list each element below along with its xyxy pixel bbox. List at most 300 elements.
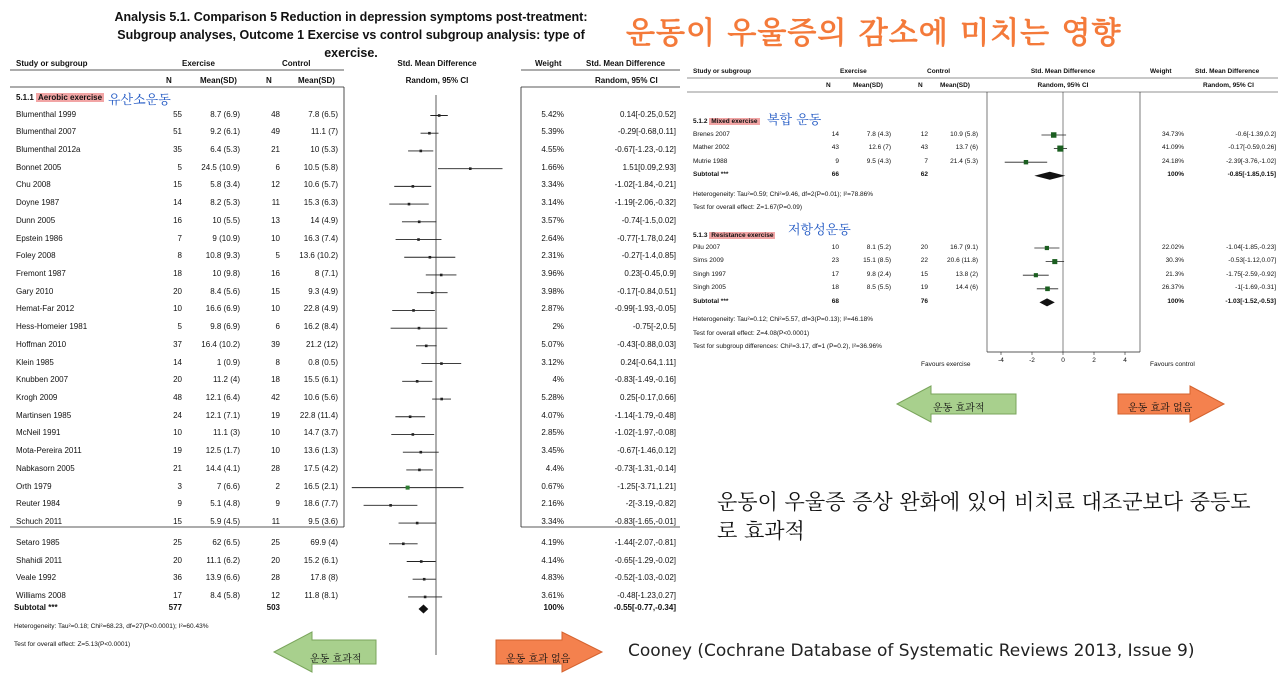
subtotal-n-control: 62 <box>920 171 928 179</box>
n-control: 12 <box>920 130 928 138</box>
smd-ci-text: -2[-3.19,-0.82] <box>625 499 676 509</box>
point-estimate <box>412 433 415 436</box>
n-control: 19 <box>271 410 280 420</box>
n-exercise: 9 <box>177 499 182 509</box>
point-estimate <box>1024 160 1028 164</box>
subtotal-ci-text: -0.55[-0.77,-0.34] <box>613 603 676 612</box>
mean-sd-exercise: 11.1 (3) <box>213 428 240 438</box>
point-estimate <box>440 362 443 365</box>
smd-ci-text: -0.48[-1.23,0.27] <box>617 590 676 600</box>
x-tick-label: 2 <box>1092 357 1096 364</box>
subgroup-name-highlight: Aerobic exercise <box>38 93 103 102</box>
study-name: Blumenthal 1999 <box>16 109 77 119</box>
point-estimate <box>1034 273 1038 277</box>
subtotal-diamond <box>1034 172 1065 180</box>
subtotal-diamond <box>1039 298 1054 306</box>
n-control: 10 <box>271 233 280 243</box>
mean-sd-control: 14 (4.9) <box>310 215 338 225</box>
point-estimate <box>419 451 422 454</box>
n-control: 25 <box>271 537 280 547</box>
n-control: 10 <box>271 446 280 456</box>
subtotal-ci-text: -1.03[-1.52,-0.53] <box>1225 297 1276 305</box>
n-control: 6 <box>275 322 280 332</box>
n-exercise: 51 <box>173 127 182 137</box>
r-header-meansd-ex: Mean(SD) <box>853 82 883 89</box>
subgroup-difference-test: Test for subgroup differences: Chi²=3.17, df=1 (P=0.2), I²=36.96% <box>693 343 882 350</box>
n-control: 13 <box>271 215 280 225</box>
n-exercise: 10 <box>831 243 839 251</box>
point-estimate <box>425 345 428 348</box>
study-name: Singh 1997 <box>693 270 726 278</box>
mean-sd-exercise: 12.1 (6.4) <box>205 393 240 403</box>
header-smd-ci: Std. Mean Difference <box>586 59 666 68</box>
right-marks <box>1005 132 1067 306</box>
mean-sd-control: 16.3 (7.4) <box>303 233 338 243</box>
mean-sd-control: 22.8 (4.9) <box>303 304 338 314</box>
weight: 5.42% <box>541 109 564 119</box>
mean-sd-control: 16.5 (2.1) <box>303 481 338 491</box>
mean-sd-exercise: 5.9 (4.5) <box>210 517 240 527</box>
smd-ci-text: -1.75[-2.59,-0.92] <box>1226 270 1276 278</box>
subtotal-label: Subtotal *** <box>693 171 729 179</box>
point-estimate <box>1051 132 1056 137</box>
point-estimate <box>418 221 421 224</box>
mean-sd-control: 14.4 (6) <box>955 284 978 292</box>
n-exercise: 10 <box>173 304 182 314</box>
n-control: 43 <box>920 144 928 152</box>
point-estimate <box>1052 259 1057 264</box>
subtotal-n-exercise: 66 <box>831 171 839 179</box>
point-estimate <box>428 132 431 135</box>
n-control: 28 <box>271 573 280 583</box>
n-exercise: 20 <box>173 375 182 385</box>
mean-sd-control: 18.6 (7.7) <box>303 499 338 509</box>
x-tick-label: 0 <box>1061 357 1065 364</box>
point-estimate <box>402 542 405 545</box>
study-name: Fremont 1987 <box>16 268 66 278</box>
mean-sd-exercise: 7 (6.6) <box>216 481 240 491</box>
mean-sd-exercise: 62 (6.5) <box>212 537 240 547</box>
smd-ci-text: 0.24[-0.64,1.11] <box>620 357 676 367</box>
header-study: Study or subgroup <box>16 59 88 68</box>
weight: 4.83% <box>541 573 564 583</box>
study-name: Gary 2010 <box>16 286 54 296</box>
mean-sd-control: 10.6 (5.7) <box>303 180 338 190</box>
r-header-control: Control <box>927 68 951 75</box>
n-control: 2 <box>275 481 280 491</box>
smd-ci-text: -0.6[-1.39,0.2] <box>1235 130 1276 138</box>
weight: 2.16% <box>541 499 564 509</box>
point-estimate <box>408 203 411 206</box>
mean-sd-control: 10.6 (5.6) <box>303 393 338 403</box>
mean-sd-control: 13.7 (6) <box>955 144 978 152</box>
weight: 5.07% <box>541 339 564 349</box>
weight: 2.85% <box>541 428 564 438</box>
favours-control-label: Favours control <box>1150 361 1195 368</box>
mean-sd-control: 10.9 (5.8) <box>950 130 978 138</box>
smd-ci-text: 1.51[0.09,2.93] <box>622 162 676 172</box>
point-estimate <box>416 380 419 383</box>
right-panel-right-arrow-label: 운동 효과 없음 <box>1128 403 1193 414</box>
n-exercise: 37 <box>173 339 182 349</box>
smd-ci-text: -0.75[-2,0.5] <box>632 322 676 332</box>
weight: 5.28% <box>541 393 564 403</box>
mean-sd-exercise: 8.4 (5.6) <box>210 286 240 296</box>
mixed-overall-effect: Test for overall effect: Z=1.67(P=0.09) <box>693 204 802 211</box>
n-exercise: 7 <box>177 233 182 243</box>
n-exercise: 25 <box>173 537 182 547</box>
subgroup-name-highlight: Resistance exercise <box>711 232 774 239</box>
n-exercise: 36 <box>173 573 182 583</box>
point-estimate <box>1045 286 1050 291</box>
mixed-heterogeneity: Heterogeneity: Tau²=0.59; Chi²=9.46, df=2(P=0.01); I²=78.86% <box>693 191 874 198</box>
mean-sd-control: 17.8 (8) <box>310 573 338 583</box>
n-exercise: 14 <box>173 357 182 367</box>
title-line-2: Subgroup analyses, Outcome 1 Exercise vs control subgroup analysis: type of exercise. <box>117 28 585 60</box>
mean-sd-control: 21.4 (5.3) <box>950 157 978 165</box>
smd-ci-text: -0.67[-1.46,0.12] <box>617 446 676 456</box>
n-control: 10 <box>271 428 280 438</box>
weight: 41.09% <box>1161 144 1184 152</box>
n-exercise: 15 <box>173 180 182 190</box>
mean-sd-control: 13.6 (10.2) <box>299 251 338 261</box>
x-tick-label: 4 <box>1123 357 1127 364</box>
point-estimate <box>406 486 410 490</box>
weight: 21.3% <box>1165 270 1184 278</box>
mean-sd-control: 22.8 (11.4) <box>299 410 338 420</box>
n-exercise: 16 <box>173 215 182 225</box>
mean-sd-control: 7.8 (6.5) <box>308 109 338 119</box>
point-estimate <box>431 291 434 294</box>
weight: 2.64% <box>541 233 564 243</box>
header-n-exercise: N <box>166 76 172 85</box>
weight: 2.87% <box>541 304 564 314</box>
study-name: Doyne 1987 <box>16 198 60 208</box>
smd-ci-text: -1.02[-1.84,-0.21] <box>614 180 676 190</box>
point-estimate <box>419 150 422 153</box>
point-estimate <box>440 398 443 401</box>
n-exercise: 20 <box>173 286 182 296</box>
n-exercise: 35 <box>173 144 182 154</box>
n-control: 28 <box>271 463 280 473</box>
point-estimate <box>418 327 421 330</box>
weight: 2% <box>552 322 564 332</box>
n-control: 9 <box>275 499 280 509</box>
n-exercise: 10 <box>173 428 182 438</box>
smd-ci-text: -0.67[-1.23,-0.12] <box>614 144 676 154</box>
point-estimate <box>409 415 412 418</box>
mean-sd-control: 20.6 (11.8) <box>947 257 978 265</box>
n-exercise: 20 <box>173 555 182 565</box>
right-x-ticks <box>1001 352 1125 355</box>
weight: 1.66% <box>541 162 564 172</box>
right-panel-left-arrow-label: 운동 효과적 <box>933 403 985 414</box>
smd-ci-text: -1[-1.69,-0.31] <box>1235 284 1276 292</box>
study-name: Knubben 2007 <box>16 375 69 385</box>
mean-sd-exercise: 8.1 (5.2) <box>866 243 891 251</box>
study-name: McNeil 1991 <box>16 428 61 438</box>
n-control: 20 <box>920 243 928 251</box>
study-name: Hess-Homeier 1981 <box>16 322 88 332</box>
mean-sd-exercise: 11.2 (4) <box>213 375 240 385</box>
left-arrow-label: 운동 효과적 <box>310 654 362 665</box>
korean-title: 운동이 우울증의 감소에 미치는 영향 <box>626 16 1122 51</box>
n-exercise: 48 <box>173 393 182 403</box>
n-control: 5 <box>275 251 280 261</box>
study-name: Blumenthal 2012a <box>16 144 81 154</box>
study-name: Orth 1979 <box>16 481 52 491</box>
r-header-weight: Weight <box>1150 68 1172 75</box>
mean-sd-exercise: 12.5 (1.7) <box>205 446 240 456</box>
mean-sd-exercise: 9.8 (2.4) <box>866 270 891 278</box>
mean-sd-control: 15.3 (6.3) <box>303 198 338 208</box>
weight: 30.3% <box>1165 257 1184 265</box>
point-estimate <box>420 560 423 563</box>
study-name: Blumenthal 2007 <box>16 127 77 137</box>
point-estimate <box>423 578 426 581</box>
r-header-smd: Std. Mean Difference <box>1030 68 1096 75</box>
weight: 4.55% <box>541 144 564 154</box>
korean-label-mixed: 복합 운동 <box>767 113 822 128</box>
weight: 34.73% <box>1161 130 1184 138</box>
n-exercise: 9 <box>835 157 839 165</box>
mean-sd-control: 13.8 (2) <box>955 270 978 278</box>
n-control: 21 <box>271 144 280 154</box>
n-control: 11 <box>271 517 280 527</box>
mean-sd-exercise: 8.7 (6.9) <box>210 109 240 119</box>
weight: 24.18% <box>1161 157 1184 165</box>
korean-label-aerobic: 유산소운동 <box>108 93 171 108</box>
smd-ci-text: -0.65[-1.29,-0.02] <box>614 555 676 565</box>
weight: 3.34% <box>541 180 564 190</box>
weight: 3.98% <box>541 286 564 296</box>
mean-sd-control: 14.7 (3.7) <box>303 428 338 438</box>
mean-sd-exercise: 9 (10.9) <box>212 233 240 243</box>
study-name: Mota-Pereira 2011 <box>16 446 82 456</box>
smd-ci-text: -0.99[-1.93,-0.05] <box>614 304 676 314</box>
study-name: Krogh 2009 <box>16 393 58 403</box>
right-arrow-label: 운동 효과 없음 <box>506 654 571 665</box>
study-name: Dunn 2005 <box>16 215 56 225</box>
header-meansd-exercise: Mean(SD) <box>200 76 237 85</box>
subtotal-ci-text: -0.85[-1.85,0.15] <box>1227 171 1276 179</box>
n-exercise: 23 <box>831 257 839 265</box>
point-estimate <box>440 274 443 277</box>
study-name: Shahidi 2011 <box>16 555 63 565</box>
n-exercise: 17 <box>831 270 839 278</box>
mean-sd-control: 15.5 (6.1) <box>303 375 338 385</box>
n-exercise: 55 <box>173 109 182 119</box>
subtotal-n-control: 503 <box>266 603 280 612</box>
mean-sd-exercise: 13.9 (6.6) <box>205 573 240 583</box>
left-heterogeneity: Heterogeneity: Tau²=0.18; Chi²=68.23, df=27(P<0.0001); I²=60.43% <box>14 623 209 630</box>
point-estimate <box>418 469 421 472</box>
study-name: Epstein 1986 <box>16 233 63 243</box>
study-name: Hemat-Far 2012 <box>16 304 75 314</box>
study-name: Bonnet 2005 <box>16 162 62 172</box>
weight: 3.96% <box>541 268 564 278</box>
mean-sd-exercise: 11.1 (6.2) <box>206 555 240 565</box>
resistance-overall-effect: Test for overall effect: Z=4.08(P<0.0001) <box>693 330 810 337</box>
r-header-smd-ci: Std. Mean Difference <box>1195 68 1260 75</box>
point-estimate <box>389 504 392 507</box>
header-random-ci: Random, 95% CI <box>595 76 658 85</box>
korean-label-resistance: 저항성운동 <box>788 223 851 238</box>
mean-sd-control: 8 (7.1) <box>314 268 338 278</box>
n-exercise: 5 <box>177 162 182 172</box>
smd-ci-text: -0.29[-0.68,0.11] <box>617 127 676 137</box>
header-weight: Weight <box>535 59 562 68</box>
subtotal-n-exercise: 68 <box>831 297 839 305</box>
smd-ci-text: -0.17[-0.59,0.26] <box>1228 144 1276 152</box>
weight: 3.57% <box>541 215 564 225</box>
n-exercise: 43 <box>831 144 839 152</box>
n-control: 20 <box>271 555 280 565</box>
n-control: 11 <box>271 198 280 208</box>
mean-sd-control: 16.2 (8.4) <box>303 322 338 332</box>
x-tick-label: -4 <box>998 357 1004 364</box>
mean-sd-exercise: 9.2 (6.1) <box>210 127 240 137</box>
mean-sd-exercise: 5.8 (3.4) <box>210 180 240 190</box>
n-control: 15 <box>271 286 280 296</box>
study-name: Foley 2008 <box>16 251 56 261</box>
smd-ci-text: -0.27[-1.4,0.85] <box>621 251 676 261</box>
point-estimate <box>412 185 415 188</box>
mean-sd-control: 69.9 (4) <box>310 537 338 547</box>
mean-sd-exercise: 9.5 (4.3) <box>866 157 891 165</box>
mean-sd-control: 9.3 (4.9) <box>308 286 338 296</box>
weight: 4.19% <box>541 537 564 547</box>
mean-sd-exercise: 16.4 (10.2) <box>201 339 240 349</box>
study-name: Williams 2008 <box>16 590 66 600</box>
mean-sd-exercise: 15.1 (8.5) <box>863 257 891 265</box>
n-exercise: 14 <box>831 130 839 138</box>
study-name: Klein 1985 <box>16 357 54 367</box>
left-overall-effect: Test for overall effect: Z=5.13(P<0.0001) <box>14 641 131 648</box>
weight: 3.14% <box>541 198 564 208</box>
mean-sd-exercise: 10 (5.5) <box>212 215 240 225</box>
study-name: Schuch 2011 <box>16 517 63 527</box>
mean-sd-exercise: 7.8 (4.3) <box>866 130 891 138</box>
smd-ci-text: -0.53[-1.12,0.07] <box>1228 257 1276 265</box>
mean-sd-exercise: 8.4 (5.8) <box>210 590 240 600</box>
r-header-n-ct: N <box>918 82 923 89</box>
mean-sd-exercise: 14.4 (4.1) <box>205 463 240 473</box>
header-control: Control <box>282 59 311 68</box>
weight: 2.31% <box>541 251 564 261</box>
smd-ci-text: -0.83[-1.65,-0.01] <box>614 517 676 527</box>
header-smd: Std. Mean Difference <box>397 59 477 68</box>
point-estimate <box>469 167 472 170</box>
smd-ci-text: 0.25[-0.17,0.66] <box>619 393 676 403</box>
r-header-meansd-ct: Mean(SD) <box>940 82 970 89</box>
mean-sd-control: 16.7 (9.1) <box>950 243 978 251</box>
mean-sd-control: 0.8 (0.5) <box>308 357 338 367</box>
subtotal-diamond <box>419 605 429 614</box>
n-exercise: 24 <box>173 410 182 420</box>
weight: 26.37% <box>1161 284 1184 292</box>
subtotal-n-control: 76 <box>920 297 928 305</box>
mean-sd-control: 21.2 (12) <box>305 339 338 349</box>
subtotal-label: Subtotal *** <box>14 603 58 612</box>
mean-sd-control: 11.1 (7) <box>311 127 338 137</box>
mean-sd-exercise: 1 (0.9) <box>216 357 240 367</box>
study-name: Sims 2009 <box>693 257 724 265</box>
smd-ci-text: -2.39[-3.76,-1.02] <box>1226 157 1276 165</box>
n-exercise: 5 <box>177 322 182 332</box>
mean-sd-exercise: 6.4 (5.3) <box>210 144 240 154</box>
n-control: 16 <box>271 268 280 278</box>
mean-sd-exercise: 8.2 (5.3) <box>210 198 240 208</box>
mean-sd-control: 10.5 (5.8) <box>303 162 338 172</box>
smd-ci-text: -1.25[-3.71,1.21] <box>617 481 676 491</box>
header-random: Random, 95% CI <box>405 76 469 85</box>
left-marks <box>352 114 503 613</box>
n-control: 19 <box>920 284 928 292</box>
mean-sd-control: 15.2 (6.1) <box>303 555 338 565</box>
n-exercise: 18 <box>831 284 839 292</box>
smd-ci-text: -0.74[-1.5,0.02] <box>621 215 676 225</box>
weight: 22.02% <box>1161 243 1184 251</box>
mean-sd-exercise: 9.8 (6.9) <box>210 322 240 332</box>
study-name: Veale 1992 <box>16 573 57 583</box>
subtotal-label: Subtotal *** <box>693 297 729 305</box>
point-estimate <box>438 114 441 117</box>
n-exercise: 17 <box>173 590 182 600</box>
point-estimate <box>1045 246 1049 250</box>
weight: 4% <box>552 375 564 385</box>
n-control: 12 <box>271 590 280 600</box>
study-name: Mather 2002 <box>693 144 730 152</box>
study-name: Chu 2008 <box>16 180 51 190</box>
n-exercise: 3 <box>177 481 182 491</box>
weight: 3.12% <box>541 357 564 367</box>
subtotal-weight: 100% <box>543 603 564 612</box>
header-exercise: Exercise <box>182 59 215 68</box>
r-header-random-ci: Random, 95% CI <box>1203 82 1254 89</box>
n-control: 22 <box>920 257 928 265</box>
smd-ci-text: -0.73[-1.31,-0.14] <box>614 463 676 473</box>
r-header-random: Random, 95% CI <box>1037 82 1089 89</box>
study-name: Setaro 1985 <box>16 537 60 547</box>
subtotal-weight: 100% <box>1167 171 1184 179</box>
r-header-n-ex: N <box>826 82 831 89</box>
header-n-control: N <box>266 76 272 85</box>
study-name: Brenes 2007 <box>693 130 730 138</box>
subtotal-weight: 100% <box>1167 297 1184 305</box>
n-control: 6 <box>275 162 280 172</box>
smd-ci-text: -1.04[-1.85,-0.23] <box>1226 243 1276 251</box>
study-name: Pilu 2007 <box>693 243 721 251</box>
n-control: 42 <box>271 393 280 403</box>
point-estimate <box>417 238 420 241</box>
n-exercise: 19 <box>173 446 182 456</box>
mean-sd-exercise: 5.1 (4.8) <box>210 499 240 509</box>
point-estimate <box>416 522 419 525</box>
study-name: Singh 2005 <box>693 284 726 292</box>
x-tick-label: -2 <box>1029 357 1035 364</box>
n-control: 8 <box>275 357 280 367</box>
weight: 5.39% <box>541 127 564 137</box>
n-control: 18 <box>271 375 280 385</box>
subgroup-name-highlight: Mixed exercise <box>711 118 758 125</box>
point-estimate <box>429 256 432 259</box>
mean-sd-exercise: 12.1 (7.1) <box>205 410 240 420</box>
resistance-heterogeneity: Heterogeneity: Tau²=0.12; Chi²=5.57, df=3(P=0.13); I²=46.18% <box>693 316 874 323</box>
weight: 4.07% <box>541 410 564 420</box>
weight: 3.45% <box>541 446 564 456</box>
title-line-1: Analysis 5.1. Comparison 5 Reduction in depression symptoms post-treatment: <box>114 10 588 24</box>
